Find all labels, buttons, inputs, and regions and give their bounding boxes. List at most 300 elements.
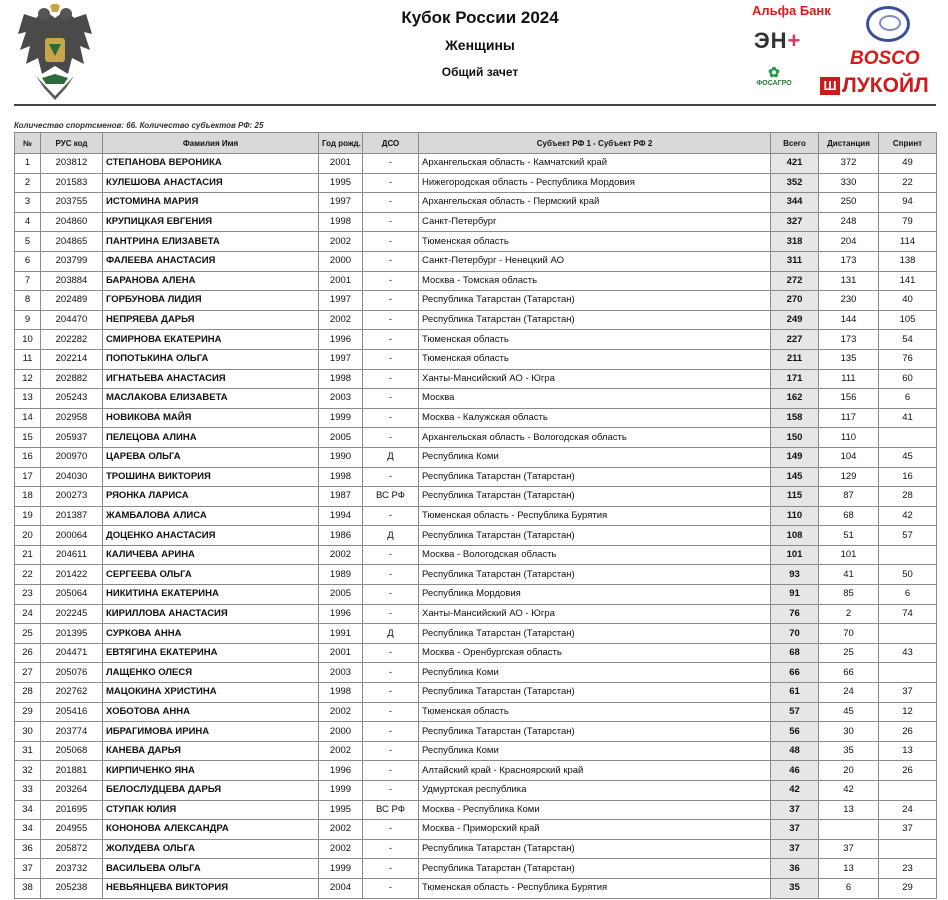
cell-dso: - bbox=[363, 722, 419, 742]
cell-sprint: 74 bbox=[879, 604, 937, 624]
cell-sprint: 76 bbox=[879, 349, 937, 369]
cell-distance: 42 bbox=[819, 781, 879, 801]
col-header-code: РУС код bbox=[41, 133, 103, 154]
cell-dso: - bbox=[363, 251, 419, 271]
cell-name: ИГНАТЬЕВА АНАСТАСИЯ bbox=[103, 369, 319, 389]
table-row bbox=[15, 310, 937, 330]
cell-dso: - bbox=[363, 565, 419, 585]
cell-name: ХОБОТОВА АННА bbox=[103, 702, 319, 722]
cell-code: 205064 bbox=[41, 585, 103, 605]
cell-total: 37 bbox=[771, 839, 819, 859]
cell-code: 203774 bbox=[41, 722, 103, 742]
cell-distance bbox=[819, 820, 879, 840]
cell-total: 150 bbox=[771, 428, 819, 448]
sponsor-fosagro-logo bbox=[752, 64, 796, 87]
cell-number: 21 bbox=[15, 545, 41, 565]
cell-number: 11 bbox=[15, 349, 41, 369]
cell-name: НЕПРЯЕВА ДАРЬЯ bbox=[103, 310, 319, 330]
cell-dso: ВС РФ bbox=[363, 487, 419, 507]
cell-number: 17 bbox=[15, 467, 41, 487]
cell-year: 1995 bbox=[319, 800, 363, 820]
table-row bbox=[15, 781, 937, 801]
cell-number: 1 bbox=[15, 154, 41, 174]
cell-number: 34 bbox=[15, 820, 41, 840]
cell-number: 8 bbox=[15, 291, 41, 311]
cell-total: 91 bbox=[771, 585, 819, 605]
cell-dso: Д bbox=[363, 447, 419, 467]
table-row bbox=[15, 330, 937, 350]
cell-distance: 35 bbox=[819, 741, 879, 761]
table-row bbox=[15, 839, 937, 859]
cell-code: 204030 bbox=[41, 467, 103, 487]
cell-region: Москва - Оренбургская область bbox=[419, 643, 771, 663]
table-row bbox=[15, 193, 937, 213]
cell-number: 2 bbox=[15, 173, 41, 193]
cell-dso: - bbox=[363, 193, 419, 213]
cell-code: 203799 bbox=[41, 251, 103, 271]
cell-region: Ханты-Мансийский АО - Югра bbox=[419, 369, 771, 389]
cell-dso: - bbox=[363, 585, 419, 605]
cell-code: 203732 bbox=[41, 859, 103, 879]
cell-dso: - bbox=[363, 781, 419, 801]
cell-total: 101 bbox=[771, 545, 819, 565]
cell-number: 19 bbox=[15, 506, 41, 526]
title-block bbox=[300, 6, 660, 82]
cell-year: 1996 bbox=[319, 330, 363, 350]
cell-region: Республика Татарстан (Татарстан) bbox=[419, 839, 771, 859]
table-row bbox=[15, 154, 937, 174]
cell-total: 115 bbox=[771, 487, 819, 507]
cell-number: 25 bbox=[15, 624, 41, 644]
cell-total: 37 bbox=[771, 820, 819, 840]
cell-number: 36 bbox=[15, 839, 41, 859]
cell-number: 31 bbox=[15, 741, 41, 761]
cell-code: 204470 bbox=[41, 310, 103, 330]
col-header-name: Фамилия Имя bbox=[103, 133, 319, 154]
cell-total: 145 bbox=[771, 467, 819, 487]
cell-total: 68 bbox=[771, 643, 819, 663]
table-row bbox=[15, 251, 937, 271]
cell-number: 26 bbox=[15, 643, 41, 663]
table-row bbox=[15, 447, 937, 467]
cell-code: 205937 bbox=[41, 428, 103, 448]
cell-year: 2001 bbox=[319, 643, 363, 663]
cell-year: 2001 bbox=[319, 271, 363, 291]
table-row bbox=[15, 389, 937, 409]
cell-name: ПЕЛЕЦОВА АЛИНА bbox=[103, 428, 319, 448]
sponsor-en-plus-sign: + bbox=[787, 28, 802, 53]
cell-region: Москва - Приморский край bbox=[419, 820, 771, 840]
cell-distance: 2 bbox=[819, 604, 879, 624]
cell-distance: 30 bbox=[819, 722, 879, 742]
cell-year: 1998 bbox=[319, 212, 363, 232]
cell-distance: 330 bbox=[819, 173, 879, 193]
cell-total: 57 bbox=[771, 702, 819, 722]
cell-name: ВАСИЛЬЕВА ОЛЬГА bbox=[103, 859, 319, 879]
cell-sprint: 12 bbox=[879, 702, 937, 722]
cell-year: 2002 bbox=[319, 741, 363, 761]
cell-code: 203264 bbox=[41, 781, 103, 801]
sponsor-en-text: ЭН bbox=[754, 28, 788, 53]
cell-distance: 129 bbox=[819, 467, 879, 487]
cell-region: Москва - Томская область bbox=[419, 271, 771, 291]
cell-region: Тюменская область bbox=[419, 702, 771, 722]
cell-region: Санкт-Петербург - Ненецкий АО bbox=[419, 251, 771, 271]
col-header-number: № bbox=[15, 133, 41, 154]
cell-name: ДОЦЕНКО АНАСТАСИЯ bbox=[103, 526, 319, 546]
cell-distance: 13 bbox=[819, 800, 879, 820]
cell-number: 10 bbox=[15, 330, 41, 350]
cell-region: Санкт-Петербург bbox=[419, 212, 771, 232]
cell-code: 202214 bbox=[41, 349, 103, 369]
cell-number: 20 bbox=[15, 526, 41, 546]
cell-sprint bbox=[879, 428, 937, 448]
cell-sprint: 50 bbox=[879, 565, 937, 585]
cell-total: 70 bbox=[771, 624, 819, 644]
cell-total: 227 bbox=[771, 330, 819, 350]
cell-distance: 66 bbox=[819, 663, 879, 683]
cell-number: 23 bbox=[15, 585, 41, 605]
cell-number: 4 bbox=[15, 212, 41, 232]
cell-year: 1990 bbox=[319, 447, 363, 467]
cell-number: 27 bbox=[15, 663, 41, 683]
cell-total: 66 bbox=[771, 663, 819, 683]
cell-region: Тюменская область bbox=[419, 330, 771, 350]
cell-total: 318 bbox=[771, 232, 819, 252]
cell-name: ПАНТРИНА ЕЛИЗАВЕТА bbox=[103, 232, 319, 252]
cell-code: 205068 bbox=[41, 741, 103, 761]
cell-region: Республика Татарстан (Татарстан) bbox=[419, 467, 771, 487]
table-row bbox=[15, 702, 937, 722]
cell-total: 211 bbox=[771, 349, 819, 369]
page-header bbox=[0, 0, 948, 108]
cell-code: 201881 bbox=[41, 761, 103, 781]
cell-code: 205416 bbox=[41, 702, 103, 722]
cell-total: 46 bbox=[771, 761, 819, 781]
cell-sprint: 105 bbox=[879, 310, 937, 330]
cell-region: Республика Татарстан (Татарстан) bbox=[419, 565, 771, 585]
cell-sprint bbox=[879, 624, 937, 644]
cell-number: 37 bbox=[15, 859, 41, 879]
cell-sprint: 22 bbox=[879, 173, 937, 193]
table-header-row bbox=[15, 133, 937, 154]
cell-year: 2005 bbox=[319, 585, 363, 605]
cell-year: 2002 bbox=[319, 839, 363, 859]
cell-year: 1998 bbox=[319, 467, 363, 487]
cell-name: БЕЛОСЛУДЦЕВА ДАРЬЯ bbox=[103, 781, 319, 801]
cell-year: 1999 bbox=[319, 408, 363, 428]
cell-distance: 70 bbox=[819, 624, 879, 644]
table-row bbox=[15, 565, 937, 585]
cell-distance: 87 bbox=[819, 487, 879, 507]
cell-sprint: 94 bbox=[879, 193, 937, 213]
table-row bbox=[15, 859, 937, 879]
cell-name: КУЛЕШОВА АНАСТАСИЯ bbox=[103, 173, 319, 193]
table-row bbox=[15, 585, 937, 605]
cell-code: 202489 bbox=[41, 291, 103, 311]
cell-code: 201395 bbox=[41, 624, 103, 644]
cell-distance: 144 bbox=[819, 310, 879, 330]
cell-total: 108 bbox=[771, 526, 819, 546]
cell-code: 205076 bbox=[41, 663, 103, 683]
cell-total: 249 bbox=[771, 310, 819, 330]
cell-total: 61 bbox=[771, 683, 819, 703]
cell-distance: 250 bbox=[819, 193, 879, 213]
cell-year: 2004 bbox=[319, 878, 363, 898]
cell-name: ТРОШИНА ВИКТОРИЯ bbox=[103, 467, 319, 487]
cell-dso: - bbox=[363, 291, 419, 311]
cell-region: Москва - Вологодская область bbox=[419, 545, 771, 565]
cell-name: КАНЕВА ДАРЬЯ bbox=[103, 741, 319, 761]
cell-dso: - bbox=[363, 683, 419, 703]
cell-sprint: 41 bbox=[879, 408, 937, 428]
cell-distance: 37 bbox=[819, 839, 879, 859]
cell-code: 200064 bbox=[41, 526, 103, 546]
cell-code: 202282 bbox=[41, 330, 103, 350]
cell-distance: 372 bbox=[819, 154, 879, 174]
cell-dso: - bbox=[363, 271, 419, 291]
cell-total: 110 bbox=[771, 506, 819, 526]
cell-dso: - bbox=[363, 154, 419, 174]
cell-year: 1999 bbox=[319, 781, 363, 801]
cell-name: СТЕПАНОВА ВЕРОНИКА bbox=[103, 154, 319, 174]
cell-name: ГОРБУНОВА ЛИДИЯ bbox=[103, 291, 319, 311]
cell-dso: - bbox=[363, 761, 419, 781]
cell-distance: 173 bbox=[819, 330, 879, 350]
cell-total: 162 bbox=[771, 389, 819, 409]
cell-distance: 156 bbox=[819, 389, 879, 409]
cell-code: 202882 bbox=[41, 369, 103, 389]
cell-dso: - bbox=[363, 839, 419, 859]
cell-region: Тюменская область bbox=[419, 349, 771, 369]
cell-region: Алтайский край - Красноярский край bbox=[419, 761, 771, 781]
cell-code: 203884 bbox=[41, 271, 103, 291]
cell-sprint: 42 bbox=[879, 506, 937, 526]
cell-name: ЕВТЯГИНА ЕКАТЕРИНА bbox=[103, 643, 319, 663]
cell-sprint: 6 bbox=[879, 585, 937, 605]
cell-sprint: 43 bbox=[879, 643, 937, 663]
col-header-distance: Дистанция bbox=[819, 133, 879, 154]
federation-circle-logo-icon bbox=[866, 6, 910, 42]
summary-line: Количество спортсменов: 66. Количество субъектов РФ: 25 bbox=[14, 121, 264, 130]
table-row bbox=[15, 683, 937, 703]
cell-region: Тюменская область bbox=[419, 232, 771, 252]
cell-region: Республика Татарстан (Татарстан) bbox=[419, 310, 771, 330]
cell-name: ФАЛЕЕВА АНАСТАСИЯ bbox=[103, 251, 319, 271]
cell-sprint: 28 bbox=[879, 487, 937, 507]
cell-region: Республика Коми bbox=[419, 663, 771, 683]
cell-number: 13 bbox=[15, 389, 41, 409]
cell-number: 3 bbox=[15, 193, 41, 213]
cell-year: 1994 bbox=[319, 506, 363, 526]
cell-region: Республика Татарстан (Татарстан) bbox=[419, 487, 771, 507]
cell-number: 38 bbox=[15, 878, 41, 898]
cell-year: 1986 bbox=[319, 526, 363, 546]
cell-distance: 85 bbox=[819, 585, 879, 605]
cell-dso: - bbox=[363, 663, 419, 683]
cell-total: 56 bbox=[771, 722, 819, 742]
sponsor-bosco-logo: BOSCO bbox=[850, 48, 920, 69]
cell-dso: - bbox=[363, 467, 419, 487]
sponsor-fosagro-text: ФОСАГРО bbox=[756, 80, 792, 87]
cell-distance: 104 bbox=[819, 447, 879, 467]
cell-total: 421 bbox=[771, 154, 819, 174]
cell-dso: - bbox=[363, 349, 419, 369]
cell-number: 6 bbox=[15, 251, 41, 271]
cell-distance: 173 bbox=[819, 251, 879, 271]
cell-name: КИРПИЧЕНКО ЯНА bbox=[103, 761, 319, 781]
cell-dso: - bbox=[363, 173, 419, 193]
cell-number: 5 bbox=[15, 232, 41, 252]
cell-year: 2002 bbox=[319, 545, 363, 565]
cell-year: 1996 bbox=[319, 604, 363, 624]
cell-distance: 41 bbox=[819, 565, 879, 585]
cell-total: 327 bbox=[771, 212, 819, 232]
cell-distance: 135 bbox=[819, 349, 879, 369]
cell-code: 205872 bbox=[41, 839, 103, 859]
cell-region: Нижегородская область - Республика Мордовия bbox=[419, 173, 771, 193]
cell-year: 1998 bbox=[319, 369, 363, 389]
table-row bbox=[15, 467, 937, 487]
cell-year: 2002 bbox=[319, 310, 363, 330]
cell-year: 1987 bbox=[319, 487, 363, 507]
cell-name: СУРКОВА АННА bbox=[103, 624, 319, 644]
cell-distance: 6 bbox=[819, 878, 879, 898]
cell-sprint bbox=[879, 545, 937, 565]
cell-name: ЖАМБАЛОВА АЛИСА bbox=[103, 506, 319, 526]
cell-region: Архангельская область - Вологодская область bbox=[419, 428, 771, 448]
table-row bbox=[15, 369, 937, 389]
cell-number: 12 bbox=[15, 369, 41, 389]
cell-region: Республика Татарстан (Татарстан) bbox=[419, 624, 771, 644]
cell-code: 204471 bbox=[41, 643, 103, 663]
cell-distance: 25 bbox=[819, 643, 879, 663]
cell-name: ЦАРЕВА ОЛЬГА bbox=[103, 447, 319, 467]
cell-region: Архангельская область - Камчатский край bbox=[419, 154, 771, 174]
cell-dso: - bbox=[363, 604, 419, 624]
cell-total: 149 bbox=[771, 447, 819, 467]
cell-number: 32 bbox=[15, 761, 41, 781]
cell-distance: 117 bbox=[819, 408, 879, 428]
cell-region: Тюменская область - Республика Бурятия bbox=[419, 506, 771, 526]
cell-year: 1995 bbox=[319, 173, 363, 193]
cell-dso: - bbox=[363, 702, 419, 722]
cell-distance: 204 bbox=[819, 232, 879, 252]
cell-region: Тюменская область - Республика Бурятия bbox=[419, 878, 771, 898]
cell-dso: - bbox=[363, 212, 419, 232]
col-header-region: Субъект РФ 1 - Субъект РФ 2 bbox=[419, 133, 771, 154]
cell-name: КРУПИЦКАЯ ЕВГЕНИЯ bbox=[103, 212, 319, 232]
cell-region: Республика Коми bbox=[419, 447, 771, 467]
sponsor-lukoil-logo bbox=[820, 74, 929, 98]
col-header-total: Всего bbox=[771, 133, 819, 154]
page-title: Кубок России 2024 bbox=[401, 8, 559, 27]
cell-year: 1998 bbox=[319, 683, 363, 703]
cell-dso: - bbox=[363, 369, 419, 389]
cell-distance: 68 bbox=[819, 506, 879, 526]
cell-year: 1999 bbox=[319, 859, 363, 879]
cell-name: СЕРГЕЕВА ОЛЬГА bbox=[103, 565, 319, 585]
table-row bbox=[15, 722, 937, 742]
cell-code: 204955 bbox=[41, 820, 103, 840]
table-row bbox=[15, 820, 937, 840]
cell-region: Ханты-Мансийский АО - Югра bbox=[419, 604, 771, 624]
cell-number: 34 bbox=[15, 800, 41, 820]
cell-distance: 111 bbox=[819, 369, 879, 389]
cell-year: 2000 bbox=[319, 251, 363, 271]
results-table bbox=[14, 132, 937, 899]
cell-name: БАРАНОВА АЛЕНА bbox=[103, 271, 319, 291]
cell-sprint: 23 bbox=[879, 859, 937, 879]
cell-total: 76 bbox=[771, 604, 819, 624]
table-row bbox=[15, 271, 937, 291]
cell-name: МАЦОКИНА ХРИСТИНА bbox=[103, 683, 319, 703]
page-subtitle: Женщины bbox=[445, 37, 515, 53]
cell-code: 200970 bbox=[41, 447, 103, 467]
table-row bbox=[15, 800, 937, 820]
cell-sprint: 26 bbox=[879, 761, 937, 781]
cell-name: ПОПОТЬКИНА ОЛЬГА bbox=[103, 349, 319, 369]
cell-code: 204865 bbox=[41, 232, 103, 252]
fosagro-icon: ✿ bbox=[768, 64, 780, 80]
cell-dso: - bbox=[363, 820, 419, 840]
col-header-year: Год рожд. bbox=[319, 133, 363, 154]
cell-code: 201695 bbox=[41, 800, 103, 820]
cell-region: Республика Коми bbox=[419, 741, 771, 761]
cell-sprint: 45 bbox=[879, 447, 937, 467]
cell-region: Москва - Калужская область bbox=[419, 408, 771, 428]
table-row bbox=[15, 212, 937, 232]
table-row bbox=[15, 878, 937, 898]
cell-sprint: 6 bbox=[879, 389, 937, 409]
cell-region: Республика Татарстан (Татарстан) bbox=[419, 722, 771, 742]
cell-distance: 24 bbox=[819, 683, 879, 703]
cell-total: 272 bbox=[771, 271, 819, 291]
sponsor-lukoil-text: ЛУКОЙЛ bbox=[842, 74, 929, 97]
cell-code: 201387 bbox=[41, 506, 103, 526]
cell-sprint: 29 bbox=[879, 878, 937, 898]
cell-dso: ВС РФ bbox=[363, 800, 419, 820]
table-row bbox=[15, 506, 937, 526]
federation-circle-inner bbox=[879, 15, 901, 31]
cell-dso: - bbox=[363, 389, 419, 409]
cell-code: 204860 bbox=[41, 212, 103, 232]
cell-region: Республика Мордовия bbox=[419, 585, 771, 605]
sponsor-en-plus-logo bbox=[754, 28, 801, 54]
sponsor-alfa-bank-logo: Альфа Банк bbox=[752, 3, 831, 18]
cell-total: 48 bbox=[771, 741, 819, 761]
cell-sprint: 60 bbox=[879, 369, 937, 389]
cell-year: 2002 bbox=[319, 820, 363, 840]
cell-year: 2003 bbox=[319, 389, 363, 409]
cell-number: 18 bbox=[15, 487, 41, 507]
table-row bbox=[15, 349, 937, 369]
cell-sprint: 54 bbox=[879, 330, 937, 350]
cell-sprint: 57 bbox=[879, 526, 937, 546]
table-row bbox=[15, 291, 937, 311]
cell-name: МАСЛАКОВА ЕЛИЗАВЕТА bbox=[103, 389, 319, 409]
cell-sprint: 49 bbox=[879, 154, 937, 174]
cell-dso: Д bbox=[363, 624, 419, 644]
cell-dso: - bbox=[363, 878, 419, 898]
cell-sprint: 16 bbox=[879, 467, 937, 487]
cell-code: 203755 bbox=[41, 193, 103, 213]
cell-code: 202762 bbox=[41, 683, 103, 703]
cell-region: Архангельская область - Пермский край bbox=[419, 193, 771, 213]
cell-year: 2002 bbox=[319, 702, 363, 722]
cell-year: 2000 bbox=[319, 722, 363, 742]
cell-total: 270 bbox=[771, 291, 819, 311]
